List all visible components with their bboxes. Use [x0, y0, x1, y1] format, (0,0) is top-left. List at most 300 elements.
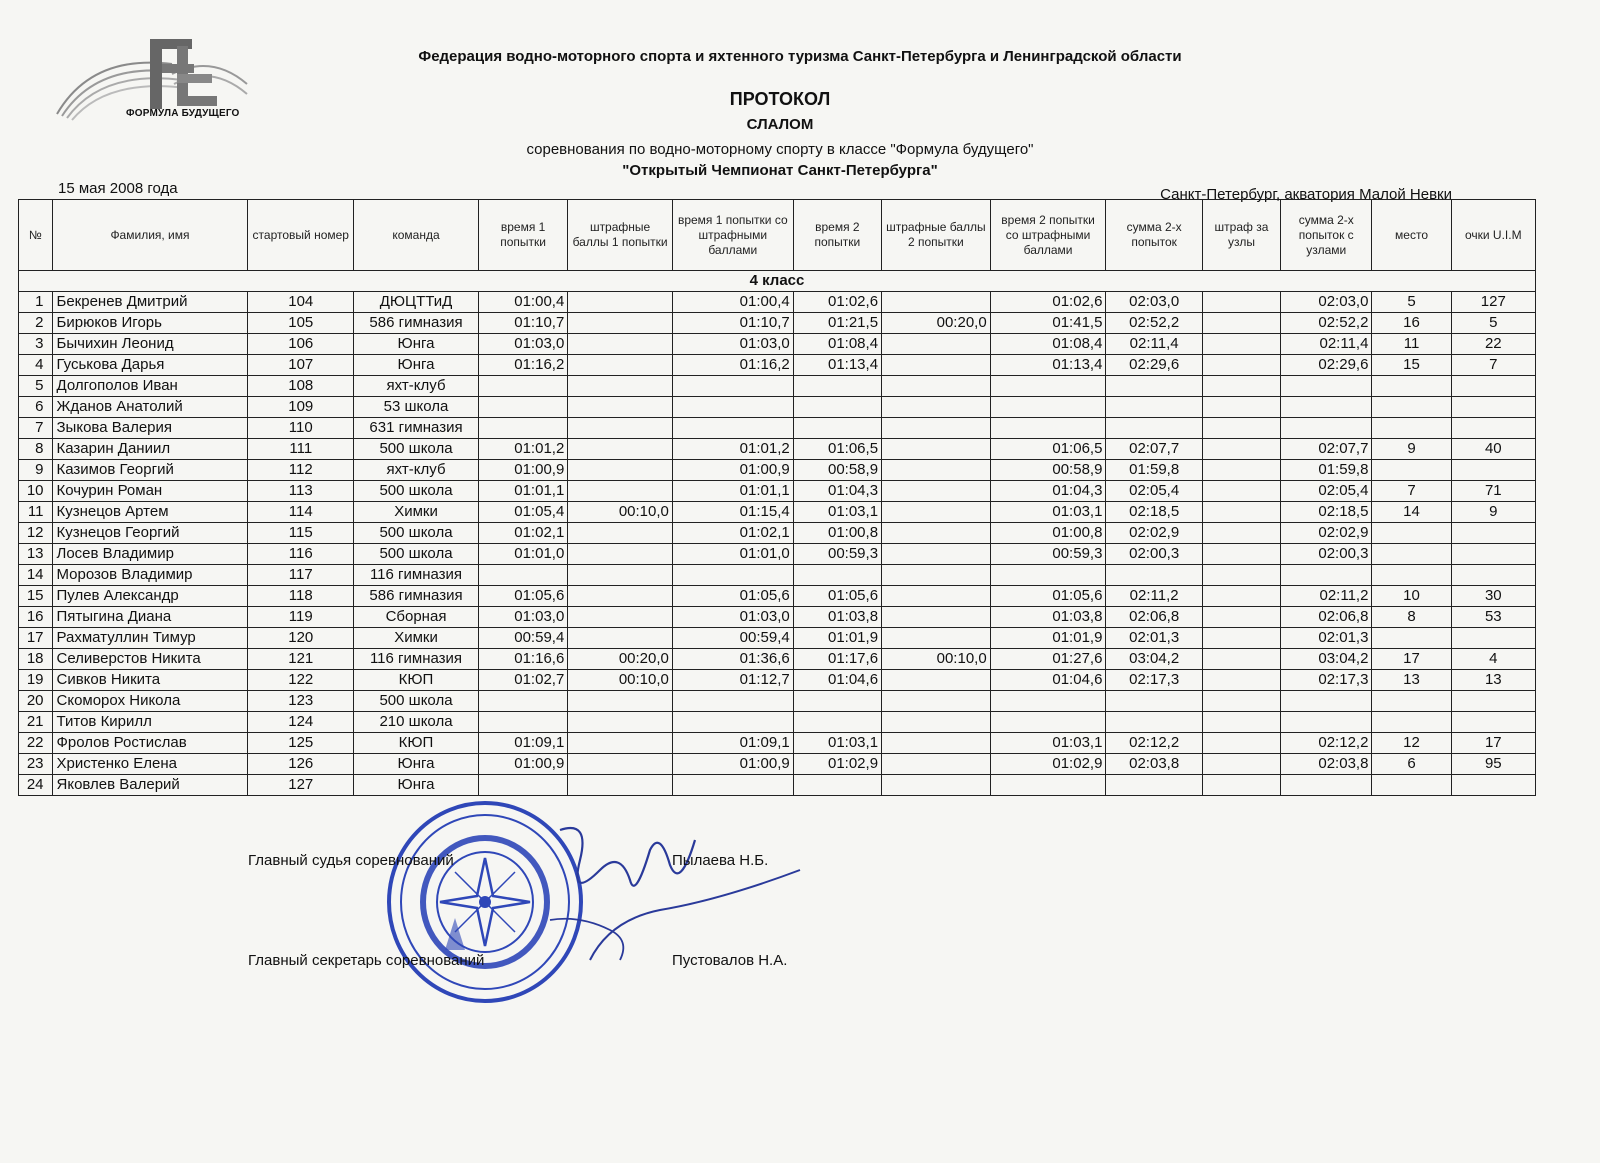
cell-place: 10	[1372, 586, 1451, 607]
cell-team: 500 школа	[354, 544, 479, 565]
cell-sum-with-knots: 02:02,9	[1281, 523, 1372, 544]
cell-number: 15	[19, 586, 53, 607]
cell-uim-points: 5	[1451, 313, 1535, 334]
cell-penalty-1	[568, 523, 673, 544]
cell-place: 13	[1372, 670, 1451, 691]
cell-start-number: 113	[248, 481, 354, 502]
cell-place	[1372, 523, 1451, 544]
cell-time-2: 01:03,8	[793, 607, 881, 628]
column-header-time-1: время 1 попытки	[478, 200, 567, 271]
cell-place	[1372, 418, 1451, 439]
cell-time-1-with-penalty: 01:01,2	[672, 439, 793, 460]
cell-place: 17	[1372, 649, 1451, 670]
cell-time-1-with-penalty: 01:05,6	[672, 586, 793, 607]
column-header-penalty-1: штрафные баллы 1 попытки	[568, 200, 673, 271]
cell-name: Казимов Георгий	[52, 460, 248, 481]
cell-sum-2-attempts: 02:03,0	[1106, 292, 1202, 313]
cell-penalty-1	[568, 565, 673, 586]
cell-sum-2-attempts: 02:06,8	[1106, 607, 1202, 628]
cell-penalty-1	[568, 544, 673, 565]
cell-knot-penalty	[1202, 523, 1280, 544]
cell-sum-2-attempts: 03:04,2	[1106, 649, 1202, 670]
cell-time-1: 01:00,9	[478, 460, 567, 481]
cell-penalty-2	[882, 691, 991, 712]
cell-time-1: 01:16,6	[478, 649, 567, 670]
cell-time-1: 01:01,2	[478, 439, 567, 460]
cell-start-number: 123	[248, 691, 354, 712]
cell-penalty-2	[882, 397, 991, 418]
cell-time-2: 01:04,6	[793, 670, 881, 691]
table-row	[19, 334, 1536, 355]
cell-start-number: 115	[248, 523, 354, 544]
cell-name: Фролов Ростислав	[52, 733, 248, 754]
cell-number: 3	[19, 334, 53, 355]
championship-name: "Открытый Чемпионат Санкт-Петербурга"	[622, 162, 938, 179]
cell-uim-points: 71	[1451, 481, 1535, 502]
table-body	[19, 271, 1536, 796]
cell-sum-with-knots: 02:18,5	[1281, 502, 1372, 523]
cell-place	[1372, 565, 1451, 586]
cell-knot-penalty	[1202, 733, 1280, 754]
cell-time-1	[478, 712, 567, 733]
cell-uim-points: 22	[1451, 334, 1535, 355]
class-group-label: 4 класс	[19, 271, 1536, 292]
cell-knot-penalty	[1202, 670, 1280, 691]
cell-time-1	[478, 565, 567, 586]
cell-uim-points: 13	[1451, 670, 1535, 691]
cell-place: 5	[1372, 292, 1451, 313]
cell-knot-penalty	[1202, 649, 1280, 670]
cell-team: Юнга	[354, 775, 479, 796]
cell-penalty-1	[568, 691, 673, 712]
cell-time-2-with-penalty: 01:02,6	[990, 292, 1106, 313]
cell-start-number: 122	[248, 670, 354, 691]
cell-time-2: 01:03,1	[793, 733, 881, 754]
cell-time-2-with-penalty	[990, 712, 1106, 733]
cell-place: 8	[1372, 607, 1451, 628]
cell-penalty-2	[882, 334, 991, 355]
cell-name: Жданов Анатолий	[52, 397, 248, 418]
organization-name: Федерация водно-моторного спорта и яхтенного туризма Санкт-Петербурга и Ленинградской области	[418, 48, 1182, 65]
logo-caption: ФОРМУЛА БУДУЩЕГО	[126, 108, 240, 119]
cell-time-1: 01:00,4	[478, 292, 567, 313]
cell-time-2: 00:59,3	[793, 544, 881, 565]
cell-name: Бирюков Игорь	[52, 313, 248, 334]
cell-time-2	[793, 565, 881, 586]
cell-number: 24	[19, 775, 53, 796]
cell-team: Юнга	[354, 355, 479, 376]
cell-team: 500 школа	[354, 691, 479, 712]
table-row	[19, 649, 1536, 670]
cell-knot-penalty	[1202, 628, 1280, 649]
chief-judge-label: Главный судья соревнований	[248, 852, 454, 869]
cell-penalty-2	[882, 586, 991, 607]
cell-time-2-with-penalty: 01:03,1	[990, 502, 1106, 523]
cell-sum-with-knots: 03:04,2	[1281, 649, 1372, 670]
table-row	[19, 628, 1536, 649]
cell-penalty-2	[882, 712, 991, 733]
cell-team: Химки	[354, 628, 479, 649]
cell-sum-2-attempts	[1106, 712, 1202, 733]
cell-time-2	[793, 691, 881, 712]
cell-time-1-with-penalty: 01:00,9	[672, 754, 793, 775]
cell-number: 23	[19, 754, 53, 775]
cell-name: Христенко Елена	[52, 754, 248, 775]
cell-sum-with-knots	[1281, 376, 1372, 397]
cell-penalty-1	[568, 460, 673, 481]
cell-sum-with-knots: 02:52,2	[1281, 313, 1372, 334]
cell-time-1: 01:00,9	[478, 754, 567, 775]
cell-sum-with-knots: 02:03,8	[1281, 754, 1372, 775]
cell-sum-2-attempts	[1106, 565, 1202, 586]
table-row	[19, 586, 1536, 607]
cell-place	[1372, 628, 1451, 649]
cell-time-1-with-penalty: 01:01,1	[672, 481, 793, 502]
cell-time-2-with-penalty	[990, 376, 1106, 397]
cell-sum-2-attempts: 02:02,9	[1106, 523, 1202, 544]
cell-sum-with-knots	[1281, 397, 1372, 418]
cell-sum-with-knots	[1281, 712, 1372, 733]
cell-penalty-2	[882, 439, 991, 460]
competition-description: соревнования по водно-моторному спорту в классе "Формула будущего"	[526, 141, 1034, 158]
cell-start-number: 116	[248, 544, 354, 565]
cell-penalty-2	[882, 418, 991, 439]
cell-start-number: 108	[248, 376, 354, 397]
cell-knot-penalty	[1202, 481, 1280, 502]
cell-time-2: 01:06,5	[793, 439, 881, 460]
cell-start-number: 127	[248, 775, 354, 796]
cell-number: 21	[19, 712, 53, 733]
cell-sum-2-attempts: 02:11,4	[1106, 334, 1202, 355]
cell-start-number: 121	[248, 649, 354, 670]
table-row	[19, 313, 1536, 334]
cell-penalty-2	[882, 292, 991, 313]
cell-time-2-with-penalty: 01:41,5	[990, 313, 1106, 334]
cell-time-1	[478, 691, 567, 712]
cell-start-number: 111	[248, 439, 354, 460]
cell-uim-points: 7	[1451, 355, 1535, 376]
cell-time-1-with-penalty	[672, 775, 793, 796]
cell-sum-2-attempts: 02:12,2	[1106, 733, 1202, 754]
cell-name: Рахматуллин Тимур	[52, 628, 248, 649]
cell-penalty-1	[568, 481, 673, 502]
cell-uim-points	[1451, 418, 1535, 439]
cell-knot-penalty	[1202, 355, 1280, 376]
cell-name: Пулев Александр	[52, 586, 248, 607]
cell-penalty-1: 00:10,0	[568, 502, 673, 523]
cell-sum-2-attempts: 02:11,2	[1106, 586, 1202, 607]
cell-sum-2-attempts: 02:17,3	[1106, 670, 1202, 691]
cell-knot-penalty	[1202, 292, 1280, 313]
cell-penalty-2	[882, 733, 991, 754]
cell-penalty-2	[882, 775, 991, 796]
table-row	[19, 523, 1536, 544]
cell-time-1-with-penalty: 01:03,0	[672, 607, 793, 628]
judge-signature	[520, 810, 820, 970]
competition-date: 15 мая 2008 года	[58, 180, 178, 197]
cell-sum-with-knots	[1281, 565, 1372, 586]
cell-penalty-1	[568, 775, 673, 796]
cell-knot-penalty	[1202, 586, 1280, 607]
cell-team: яхт-клуб	[354, 376, 479, 397]
cell-penalty-2	[882, 670, 991, 691]
cell-team: 116 гимназия	[354, 565, 479, 586]
cell-penalty-1	[568, 313, 673, 334]
cell-start-number: 117	[248, 565, 354, 586]
cell-name: Пятыгина Диана	[52, 607, 248, 628]
column-header-team: команда	[354, 200, 479, 271]
cell-start-number: 120	[248, 628, 354, 649]
cell-uim-points	[1451, 712, 1535, 733]
cell-name: Гуськова Дарья	[52, 355, 248, 376]
cell-time-2: 01:13,4	[793, 355, 881, 376]
cell-time-2-with-penalty: 00:58,9	[990, 460, 1106, 481]
cell-time-2: 01:01,9	[793, 628, 881, 649]
cell-time-1	[478, 775, 567, 796]
cell-time-2-with-penalty: 01:01,9	[990, 628, 1106, 649]
cell-place	[1372, 712, 1451, 733]
cell-number: 19	[19, 670, 53, 691]
cell-sum-with-knots: 02:07,7	[1281, 439, 1372, 460]
cell-time-2: 01:03,1	[793, 502, 881, 523]
cell-time-1-with-penalty: 01:12,7	[672, 670, 793, 691]
column-header-sum-2-attempts: сумма 2-х попыток	[1106, 200, 1202, 271]
cell-penalty-2	[882, 544, 991, 565]
cell-penalty-1	[568, 292, 673, 313]
cell-time-1	[478, 376, 567, 397]
table-row	[19, 733, 1536, 754]
cell-time-1-with-penalty	[672, 691, 793, 712]
cell-penalty-2	[882, 628, 991, 649]
cell-team: 53 школа	[354, 397, 479, 418]
cell-time-1-with-penalty: 01:03,0	[672, 334, 793, 355]
cell-time-1: 01:02,7	[478, 670, 567, 691]
cell-penalty-1	[568, 607, 673, 628]
cell-knot-penalty	[1202, 397, 1280, 418]
cell-team: яхт-клуб	[354, 460, 479, 481]
cell-time-2	[793, 775, 881, 796]
cell-place: 15	[1372, 355, 1451, 376]
cell-time-1: 01:01,1	[478, 481, 567, 502]
cell-time-2	[793, 397, 881, 418]
cell-penalty-2	[882, 460, 991, 481]
column-header-name: Фамилия, имя	[52, 200, 248, 271]
table-row	[19, 418, 1536, 439]
cell-team: Химки	[354, 502, 479, 523]
cell-sum-with-knots	[1281, 691, 1372, 712]
column-header-start-number: стартовый номер	[248, 200, 354, 271]
document-title: ПРОТОКОЛ	[729, 89, 831, 109]
cell-time-2-with-penalty: 00:59,3	[990, 544, 1106, 565]
cell-sum-2-attempts	[1106, 418, 1202, 439]
cell-uim-points: 95	[1451, 754, 1535, 775]
cell-place: 11	[1372, 334, 1451, 355]
cell-time-2-with-penalty	[990, 397, 1106, 418]
cell-sum-with-knots: 02:29,6	[1281, 355, 1372, 376]
cell-knot-penalty	[1202, 376, 1280, 397]
cell-start-number: 118	[248, 586, 354, 607]
cell-sum-with-knots: 02:12,2	[1281, 733, 1372, 754]
cell-sum-2-attempts: 01:59,8	[1106, 460, 1202, 481]
cell-sum-2-attempts: 02:07,7	[1106, 439, 1202, 460]
cell-time-2: 01:08,4	[793, 334, 881, 355]
cell-name: Титов Кирилл	[52, 712, 248, 733]
cell-number: 2	[19, 313, 53, 334]
table-row	[19, 754, 1536, 775]
column-header-place: место	[1372, 200, 1451, 271]
cell-time-1-with-penalty: 01:00,4	[672, 292, 793, 313]
cell-time-1-with-penalty: 01:09,1	[672, 733, 793, 754]
cell-time-2-with-penalty: 01:03,1	[990, 733, 1106, 754]
cell-name: Сивков Никита	[52, 670, 248, 691]
cell-time-1: 01:09,1	[478, 733, 567, 754]
cell-knot-penalty	[1202, 460, 1280, 481]
cell-time-1: 01:10,7	[478, 313, 567, 334]
cell-place	[1372, 397, 1451, 418]
cell-penalty-2: 00:20,0	[882, 313, 991, 334]
cell-sum-with-knots: 02:11,4	[1281, 334, 1372, 355]
cell-name: Долгополов Иван	[52, 376, 248, 397]
cell-sum-with-knots: 02:05,4	[1281, 481, 1372, 502]
cell-place	[1372, 691, 1451, 712]
cell-team: Сборная	[354, 607, 479, 628]
cell-team: Юнга	[354, 334, 479, 355]
table-row	[19, 397, 1536, 418]
column-header-knot-penalty: штраф за узлы	[1202, 200, 1280, 271]
cell-time-2-with-penalty: 01:04,3	[990, 481, 1106, 502]
table-row	[19, 565, 1536, 586]
cell-start-number: 125	[248, 733, 354, 754]
cell-time-1	[478, 418, 567, 439]
cell-uim-points	[1451, 628, 1535, 649]
cell-uim-points	[1451, 544, 1535, 565]
cell-place: 7	[1372, 481, 1451, 502]
cell-number: 1	[19, 292, 53, 313]
cell-time-1: 01:05,4	[478, 502, 567, 523]
cell-start-number: 126	[248, 754, 354, 775]
cell-uim-points: 30	[1451, 586, 1535, 607]
cell-name: Селиверстов Никита	[52, 649, 248, 670]
cell-team: 586 гимназия	[354, 586, 479, 607]
cell-place: 12	[1372, 733, 1451, 754]
cell-sum-with-knots: 02:03,0	[1281, 292, 1372, 313]
cell-time-2-with-penalty: 01:05,6	[990, 586, 1106, 607]
cell-time-2	[793, 712, 881, 733]
cell-number: 5	[19, 376, 53, 397]
cell-time-2-with-penalty	[990, 775, 1106, 796]
table-row	[19, 691, 1536, 712]
cell-start-number: 112	[248, 460, 354, 481]
cell-penalty-1	[568, 355, 673, 376]
cell-number: 20	[19, 691, 53, 712]
cell-time-1-with-penalty: 01:36,6	[672, 649, 793, 670]
chief-judge-name: Пылаева Н.Б.	[672, 852, 769, 869]
cell-sum-2-attempts	[1106, 397, 1202, 418]
cell-team: 500 школа	[354, 523, 479, 544]
cell-uim-points: 4	[1451, 649, 1535, 670]
table-row	[19, 775, 1536, 796]
cell-number: 4	[19, 355, 53, 376]
cell-knot-penalty	[1202, 544, 1280, 565]
cell-knot-penalty	[1202, 439, 1280, 460]
cell-team: 586 гимназия	[354, 313, 479, 334]
cell-penalty-1	[568, 628, 673, 649]
cell-sum-2-attempts	[1106, 691, 1202, 712]
table-row	[19, 712, 1536, 733]
cell-start-number: 109	[248, 397, 354, 418]
cell-penalty-1	[568, 586, 673, 607]
cell-time-2-with-penalty: 01:27,6	[990, 649, 1106, 670]
cell-team: ДЮЦТТиД	[354, 292, 479, 313]
cell-start-number: 104	[248, 292, 354, 313]
cell-number: 11	[19, 502, 53, 523]
cell-sum-2-attempts: 02:18,5	[1106, 502, 1202, 523]
cell-time-2: 00:58,9	[793, 460, 881, 481]
cell-place: 6	[1372, 754, 1451, 775]
cell-sum-2-attempts: 02:29,6	[1106, 355, 1202, 376]
cell-knot-penalty	[1202, 691, 1280, 712]
cell-name: Кузнецов Георгий	[52, 523, 248, 544]
table-row	[19, 502, 1536, 523]
cell-uim-points: 53	[1451, 607, 1535, 628]
cell-sum-with-knots	[1281, 775, 1372, 796]
table-row	[19, 439, 1536, 460]
cell-sum-with-knots	[1281, 418, 1372, 439]
cell-team: 500 школа	[354, 439, 479, 460]
cell-time-1: 01:02,1	[478, 523, 567, 544]
cell-start-number: 124	[248, 712, 354, 733]
cell-sum-2-attempts: 02:03,8	[1106, 754, 1202, 775]
cell-time-2-with-penalty: 01:04,6	[990, 670, 1106, 691]
cell-time-1: 01:03,0	[478, 334, 567, 355]
cell-penalty-2	[882, 355, 991, 376]
cell-time-1-with-penalty: 00:59,4	[672, 628, 793, 649]
cell-name: Зыкова Валерия	[52, 418, 248, 439]
cell-place: 14	[1372, 502, 1451, 523]
cell-time-1-with-penalty: 01:02,1	[672, 523, 793, 544]
cell-sum-2-attempts	[1106, 376, 1202, 397]
cell-time-1: 01:03,0	[478, 607, 567, 628]
table-row	[19, 670, 1536, 691]
cell-time-2-with-penalty	[990, 418, 1106, 439]
column-header-time-2-with-penalty: время 2 попытки со штрафными баллами	[990, 200, 1106, 271]
cell-time-1-with-penalty: 01:16,2	[672, 355, 793, 376]
cell-uim-points	[1451, 775, 1535, 796]
cell-time-2: 01:00,8	[793, 523, 881, 544]
cell-time-2-with-penalty	[990, 691, 1106, 712]
cell-uim-points	[1451, 565, 1535, 586]
cell-knot-penalty	[1202, 607, 1280, 628]
cell-time-2-with-penalty: 01:03,8	[990, 607, 1106, 628]
cell-penalty-1: 00:10,0	[568, 670, 673, 691]
cell-time-2-with-penalty: 01:08,4	[990, 334, 1106, 355]
cell-number: 7	[19, 418, 53, 439]
column-header-number: №	[19, 200, 53, 271]
cell-penalty-1	[568, 334, 673, 355]
chief-secretary-name: Пустовалов Н.А.	[672, 952, 788, 969]
cell-sum-with-knots: 02:11,2	[1281, 586, 1372, 607]
cell-place	[1372, 544, 1451, 565]
cell-name: Морозов Владимир	[52, 565, 248, 586]
column-header-time-1-with-penalty: время 1 попытки со штрафными баллами	[672, 200, 793, 271]
cell-team: 210 школа	[354, 712, 479, 733]
cell-time-1-with-penalty	[672, 712, 793, 733]
cell-time-1-with-penalty	[672, 397, 793, 418]
cell-time-2: 01:02,9	[793, 754, 881, 775]
cell-name: Бекренев Дмитрий	[52, 292, 248, 313]
cell-time-1: 01:16,2	[478, 355, 567, 376]
cell-place	[1372, 376, 1451, 397]
